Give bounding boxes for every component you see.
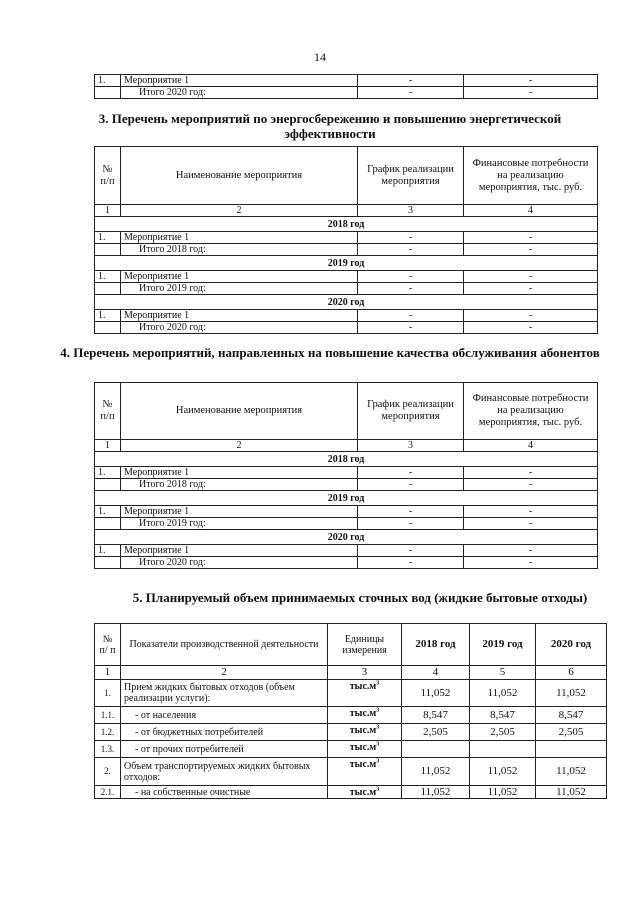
table-row: 1. Прием жидких бытовых отходов (объем реализации услуги): $тыс.м^3$ 11,052 11,052 11,052 — [95, 680, 607, 707]
section-5-title: 5. Планируемый объем принимаемых сточных вод (жидкие бытовые отходы) — [132, 590, 588, 605]
year-row: 2020 год — [95, 295, 598, 310]
table-row: Итого 2020 год: - - — [95, 557, 598, 569]
year-row: 2018 год — [95, 452, 598, 467]
header-row — [95, 147, 598, 205]
header-name: Наименование мероприятия — [121, 147, 358, 205]
section-4-table — [94, 382, 598, 569]
table-row: Итого 2018 год: - - — [95, 479, 598, 491]
year-row: 2020 год — [95, 530, 598, 545]
table-row: 1.2. - от бюджетных потребителей $тыс.м^3$ 2,505 2,505 2,505 — [95, 724, 607, 741]
table-row: Итого 2020 год: - - — [95, 87, 598, 99]
table-row: 1. Мероприятие 1 - - — [95, 271, 598, 283]
table-row: 2.1. - на собственные очистные $тыс.м^3$ 11,052 11,052 11,052 — [95, 786, 607, 799]
table-row: Итого 2019 год: - - — [95, 518, 598, 530]
continuation-table — [94, 74, 598, 99]
page-number: 14 — [314, 50, 326, 64]
table-row: 1. Мероприятие 1 - - — [95, 545, 598, 557]
header-num: № п/ п — [95, 624, 121, 666]
year-row: 2018 год — [95, 217, 598, 232]
total-label: Итого 2020 год: — [121, 87, 358, 99]
section-3-title: 3. Перечень мероприятий по энергосбережению и повышению энергетической эффективности — [98, 111, 562, 141]
header-row — [95, 624, 607, 666]
year-row: 2019 год — [95, 256, 598, 271]
column-numbers-row: 1 2 3 4 5 6 — [95, 666, 607, 680]
table-row: Итого 2019 год: - - — [95, 283, 598, 295]
header-2019: 2019 год — [470, 624, 536, 666]
section-5-table — [94, 623, 607, 799]
event-name: Мероприятие 1 — [121, 75, 358, 87]
header-finance: Финансовые потребности на реализацию мероприятия, тыс. руб. — [464, 147, 598, 205]
column-numbers-row: 1 2 3 4 — [95, 205, 598, 217]
year-row: 2019 год — [95, 491, 598, 506]
header-schedule: График реализации мероприятия — [358, 147, 464, 205]
row-number: 1. — [95, 75, 121, 87]
table-row: 1. Мероприятие 1 - - — [95, 232, 598, 244]
column-numbers-row: 1 2 3 4 — [95, 440, 598, 452]
schedule-cell: - — [358, 75, 464, 87]
table-row: Итого 2018 год: - - — [95, 244, 598, 256]
header-num: № п/п — [95, 147, 121, 205]
table-row — [95, 75, 598, 87]
table-row: 1. Мероприятие 1 - - — [95, 506, 598, 518]
table-row: 1. Мероприятие 1 - - — [95, 310, 598, 322]
table-row: 2. Объем транспортируемых жидких бытовых отходов: $тыс.м^3$ 11,052 11,052 11,052 — [95, 758, 607, 786]
header-row: № п/п Наименование мероприятия График реализации мероприятия Финансовые потребности на реализацию мероприятия, тыс. руб. — [95, 383, 598, 440]
header-2020: 2020 год — [536, 624, 607, 666]
table-row: 1. Мероприятие 1 - - — [95, 467, 598, 479]
table-row: 1.3. - от прочих потребителей $тыс.м^3$ — [95, 741, 607, 758]
table-row: 1.1. - от населения $тыс.м^3$ 8,547 8,547 8,547 — [95, 707, 607, 724]
header-2018: 2018 год — [402, 624, 470, 666]
section-4-title: 4. Перечень мероприятий, направленных на повышение качества обслуживания абонентов — [60, 345, 600, 360]
table-row: Итого 2020 год: - - — [95, 322, 598, 334]
header-unit: Единицы измерения — [328, 624, 402, 666]
header-indicator: Показатели производственной деятельности — [121, 624, 328, 666]
section-3-table — [94, 146, 598, 334]
finance-cell: - — [464, 75, 598, 87]
